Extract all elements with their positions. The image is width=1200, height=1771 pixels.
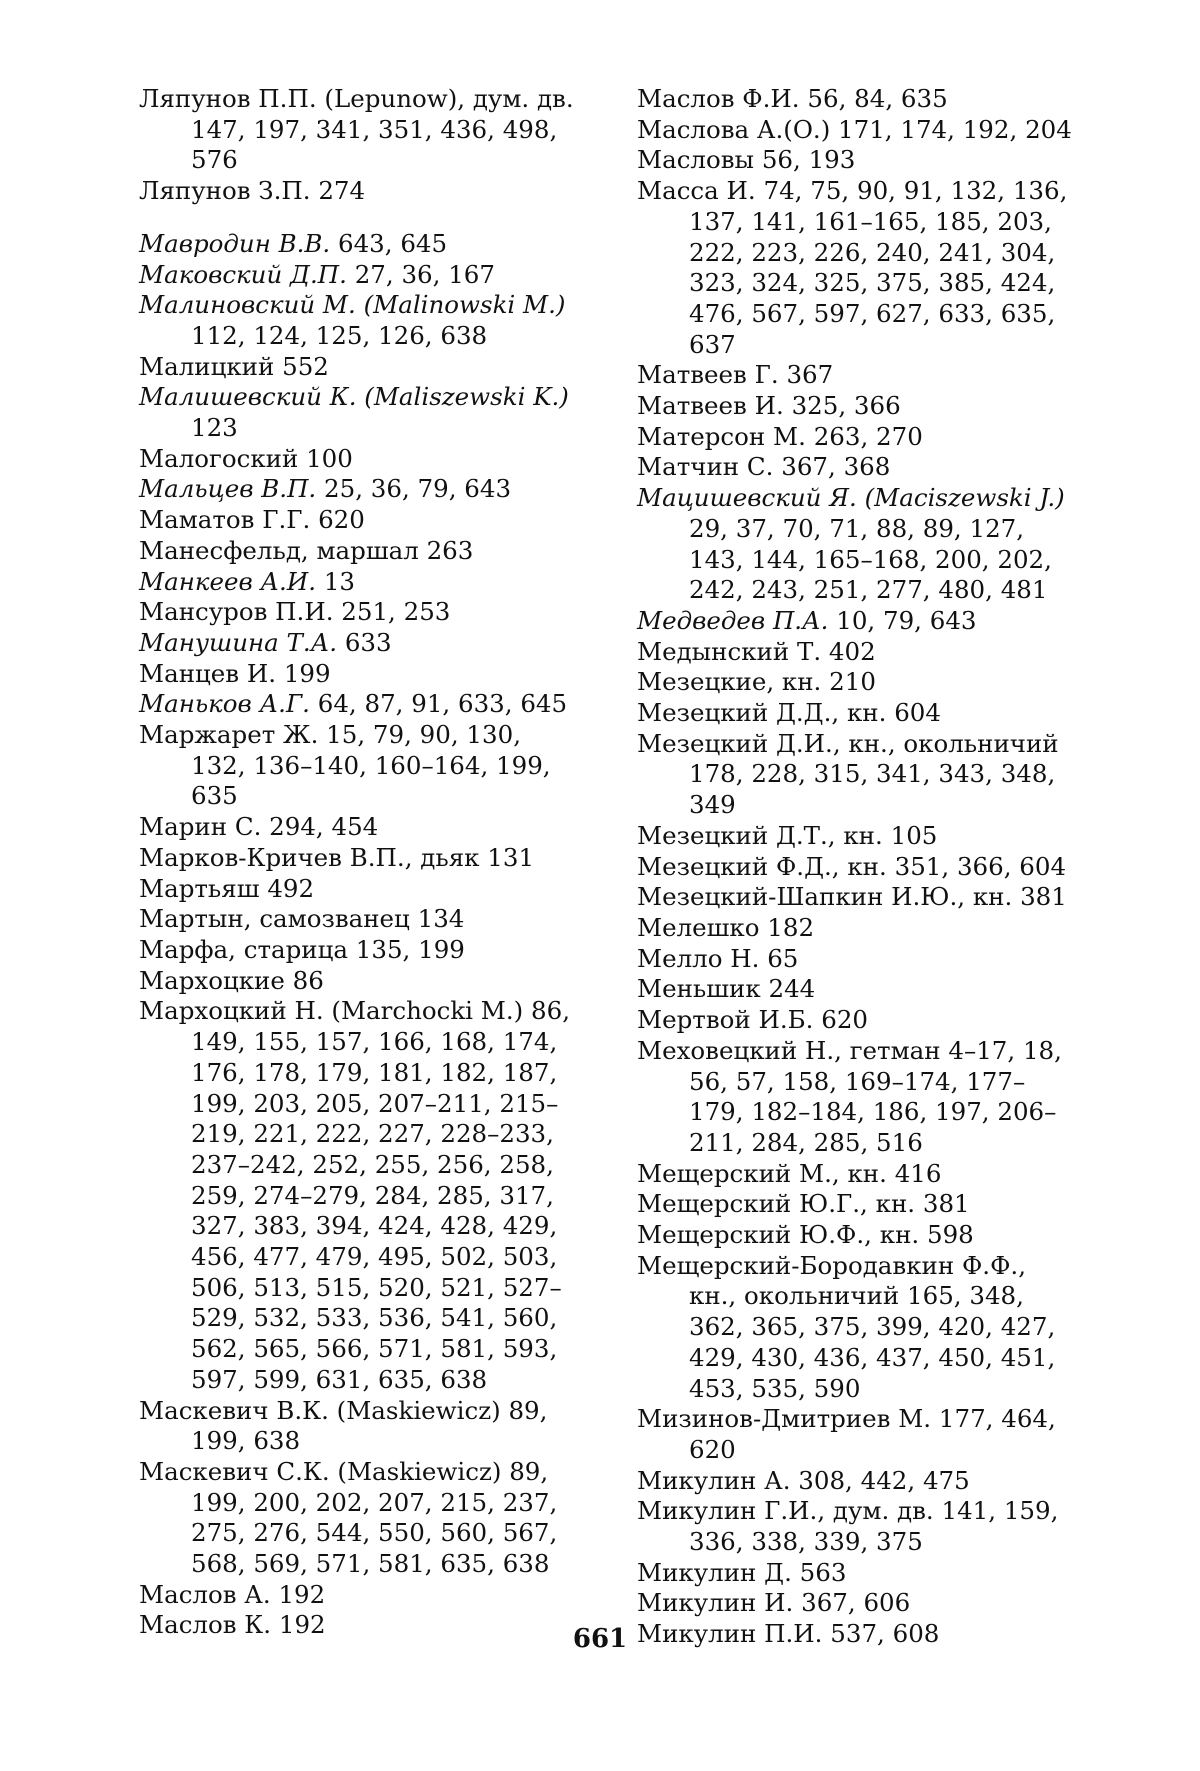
index-entry <box>637 852 1077 883</box>
entry-name: Мелло Н. <box>637 943 760 973</box>
index-entry <box>139 444 577 475</box>
entry-name: Мартын, самозванец <box>139 904 410 934</box>
entry-name: Маслов А. <box>139 1579 271 1609</box>
entry-name: Мезецкий Д.И., кн., окольничий <box>637 728 1059 758</box>
entry-name: Мертвой И.Б. <box>637 1005 814 1035</box>
index-entry <box>637 360 1077 391</box>
index-entry <box>637 1466 1077 1497</box>
index-entry <box>637 452 1077 483</box>
index-entry <box>139 536 577 567</box>
entry-pages: 4–17, 18, 56, 57, 158, 169–174, 177–179, 182–184, 186, 197, 206–211, 284, 285, 516 <box>689 1035 1062 1157</box>
entry-name: Микулин И. <box>637 1588 794 1618</box>
entry-pages: 10, 79, 643 <box>836 605 977 635</box>
entry-pages: 177, 464, 620 <box>689 1404 1056 1464</box>
index-entry <box>139 505 577 536</box>
entry-pages: 25, 36, 79, 643 <box>324 474 512 504</box>
index-entry <box>139 1457 577 1580</box>
entry-name: Манушина Т.А. <box>139 627 338 657</box>
entry-pages: 100 <box>306 443 353 473</box>
index-column-left <box>139 84 577 1641</box>
entry-pages: 56, 193 <box>761 145 856 175</box>
entry-pages: 274 <box>318 176 366 206</box>
entry-name: Маслов К. <box>139 1610 272 1640</box>
index-entry <box>637 1159 1077 1190</box>
entry-name: Маковский Д.П. <box>139 259 347 289</box>
entry-name: Маньков А.Г. <box>139 689 310 719</box>
entry-pages: 381 <box>1020 882 1067 912</box>
entry-name: Матчин С. <box>637 452 774 482</box>
index-entry <box>139 720 577 812</box>
entry-name: Мавродин В.В. <box>139 228 331 258</box>
entry-name: Марков-Кричев В.П., дьяк <box>139 842 480 872</box>
entry-name: Малишевский К. (Maliszewski K.) <box>139 382 569 412</box>
index-entry <box>139 382 577 443</box>
index-entry <box>139 176 577 207</box>
index-entry <box>139 812 577 843</box>
entry-pages: 74, 75, 90, 91, 132, 136, 137, 141, 161–165, 185, 203, 222, 223, 226, 240, 241, 304, 323, 324, 325, 375, 385, 424, 476, 567, 597, 627, 633, 635, 637 <box>689 176 1068 359</box>
entry-pages: 105 <box>890 820 938 850</box>
entry-pages: 263, 270 <box>813 421 923 451</box>
entry-name: Мелешко <box>637 912 760 942</box>
entry-name: Матвеев Г. <box>637 360 779 390</box>
index-entry <box>637 913 1077 944</box>
entry-pages: 165, 348, 362, 365, 375, 399, 420, 427, 429, 430, 436, 437, 450, 451, 453, 535, 590 <box>689 1281 1056 1403</box>
index-entry <box>139 474 577 505</box>
index-entry <box>139 689 577 720</box>
entry-name: Медведев П.А. <box>637 605 829 635</box>
index-entry <box>637 84 1077 115</box>
index-entry <box>637 176 1077 360</box>
entry-pages: 182 <box>767 912 815 942</box>
index-entry <box>139 628 577 659</box>
entry-pages: 29, 37, 70, 71, 88, 89, 127, 143, 144, 165–168, 200, 202, 242, 243, 251, 277, 480, 481 <box>689 513 1052 605</box>
index-entry <box>139 996 577 1395</box>
entry-pages: 643, 645 <box>338 228 448 258</box>
entry-pages: 123 <box>191 413 238 443</box>
page-number: 661 <box>572 1624 628 1654</box>
index-entry <box>637 821 1077 852</box>
index-entry <box>637 637 1077 668</box>
entry-name: Маскевич В.К. (Maskiewicz) <box>139 1395 501 1425</box>
index-entry <box>637 1005 1077 1036</box>
entry-name: Матвеев И. <box>637 391 784 421</box>
entry-pages: 552 <box>282 351 329 381</box>
index-entry <box>139 84 577 176</box>
entry-pages: 13 <box>323 566 355 596</box>
index-entry <box>637 115 1077 146</box>
index-entry <box>139 843 577 874</box>
entry-name: Масса И. <box>637 176 756 206</box>
index-entry <box>637 391 1077 422</box>
entry-name: Маржарет Ж. <box>139 720 319 750</box>
entry-pages: 86 <box>292 965 324 995</box>
entry-name: Мацишевский Я. (Maciszewski J.) <box>637 483 1065 513</box>
index-entry <box>139 352 577 383</box>
entry-pages: 492 <box>267 873 315 903</box>
entry-pages: 131 <box>487 842 535 872</box>
entry-pages: 308, 442, 475 <box>798 1465 970 1495</box>
entry-pages: 64, 87, 91, 633, 645 <box>317 689 568 719</box>
entry-pages: 416 <box>894 1158 942 1188</box>
entry-pages: 15, 79, 90, 130, 132, 136–140, 160–164, 199, 635 <box>191 720 551 811</box>
index-entry <box>637 1496 1077 1557</box>
entry-name: Мезецкий Д.Т., кн. <box>637 820 883 850</box>
entry-pages: 402 <box>828 636 876 666</box>
index-entry <box>637 1558 1077 1589</box>
index-entry <box>637 667 1077 698</box>
index-entry <box>637 882 1077 913</box>
entry-name: Мезецкий-Шапкин И.Ю., кн. <box>637 882 1013 912</box>
index-entry <box>637 974 1077 1005</box>
entry-name: Манесфельд, маршал <box>139 535 419 565</box>
index-entry <box>637 422 1077 453</box>
index-entry <box>637 1189 1077 1220</box>
index-entry <box>139 290 577 351</box>
entry-name: Манцев И. <box>139 658 277 688</box>
entry-name: Мезецкие, кн. <box>637 667 822 697</box>
entry-name: Матерсон М. <box>637 421 806 451</box>
index-entry <box>637 1220 1077 1251</box>
entry-pages: 351, 366, 604 <box>894 851 1067 881</box>
index-entry <box>637 1251 1077 1405</box>
index-entry <box>139 874 577 905</box>
entry-name: Микулин П.И. <box>637 1619 823 1649</box>
index-entry <box>637 483 1077 606</box>
entry-pages: 563 <box>799 1557 847 1587</box>
entry-name: Мизинов-Дмитриев М. <box>637 1404 932 1434</box>
index-entry <box>139 966 577 997</box>
entry-pages: 171, 174, 192, 204 <box>838 114 1072 144</box>
entry-pages: 56, 84, 635 <box>807 84 948 113</box>
index-column-right <box>637 84 1077 1650</box>
entry-pages: 135, 199 <box>355 934 465 964</box>
index-entry <box>139 597 577 628</box>
index-entry <box>139 904 577 935</box>
entry-name: Мещерский Ю.Ф., кн. <box>637 1220 920 1250</box>
entry-name: Маскевич С.К. (Maskiewicz) <box>139 1456 502 1486</box>
entry-pages: 199 <box>283 658 331 688</box>
entry-name: Малицкий <box>139 351 275 381</box>
index-entry <box>637 1036 1077 1159</box>
entry-pages: 86, 149, 155, 157, 166, 168, 174, 176, 178, 179, 181, 182, 187, 199, 203, 205, 207–211, 215–219, 221, 222, 227, 228–233, 237–242, 252, 255, 256, 258, 259, 274–279, 284, 285, 317, 327, 383, 394, 424, 428, 429, 456, 477, 479, 495, 502, 503, 506, 513, 515, 520, 521, 527–529, 532, 533, 536, 541, 560, 562, 565, 566, 571, 581, 593, 597, 599, 631, 635, 638 <box>191 996 571 1394</box>
index-entry <box>637 1588 1077 1619</box>
entry-name: Мархоцкий Н. (Marchocki M.) <box>139 996 524 1026</box>
entry-pages: 367, 368 <box>781 452 891 482</box>
entry-pages: 251, 253 <box>341 597 451 627</box>
entry-pages: 620 <box>318 505 365 535</box>
entry-pages: 263 <box>426 535 474 565</box>
entry-pages: 537, 608 <box>830 1619 940 1649</box>
entry-pages: 294, 454 <box>269 812 379 842</box>
index-entry <box>139 567 577 598</box>
entry-pages: 27, 36, 167 <box>354 259 495 289</box>
entry-name: Мезецкий Ф.Д., кн. <box>637 851 887 881</box>
index-entry <box>637 1404 1077 1465</box>
entry-name: Маслова А.(О.) <box>637 114 831 144</box>
index-entry <box>139 1580 577 1611</box>
entry-pages: 210 <box>829 667 876 697</box>
entry-pages: 65 <box>767 943 799 973</box>
index-entry <box>139 260 577 291</box>
index-entry <box>637 944 1077 975</box>
entry-name: Ляпунов П.П. (Lepunow), дум. дв. <box>139 84 574 113</box>
index-entry <box>139 1396 577 1457</box>
entry-name: Малиновский М. (Malinowski M.) <box>139 290 566 320</box>
entry-name: Манкеев А.И. <box>139 566 317 596</box>
entry-pages: 367, 606 <box>801 1588 911 1618</box>
entry-name: Мальцев В.П. <box>139 474 317 504</box>
index-entry <box>637 729 1077 821</box>
entry-name: Ляпунов З.П. <box>139 176 311 206</box>
index-entry <box>637 606 1077 637</box>
index-entry <box>139 229 577 260</box>
index-entry <box>637 145 1077 176</box>
entry-name: Масловы <box>637 145 755 175</box>
entry-pages: 192 <box>278 1579 326 1609</box>
entry-name: Мартьяш <box>139 873 260 903</box>
entry-name: Марин С. <box>139 812 262 842</box>
entry-name: Маматов Г.Г. <box>139 505 311 535</box>
entry-name: Мархоцкие <box>139 965 285 995</box>
entry-pages: 620 <box>821 1005 868 1035</box>
entry-pages: 192 <box>278 1610 326 1640</box>
entry-pages: 604 <box>894 698 941 728</box>
entry-pages: 598 <box>926 1220 974 1250</box>
entry-pages: 89, 199, 638 <box>191 1395 548 1456</box>
entry-name: Мещерский М., кн. <box>637 1158 887 1188</box>
entry-name: Мещерский Ю.Г., кн. <box>637 1189 916 1219</box>
index-entry <box>139 935 577 966</box>
entry-pages: 89, 199, 200, 202, 207, 215, 237, 275, 276, 544, 550, 560, 567, 568, 569, 571, 581, 635, 638 <box>191 1456 558 1579</box>
entry-pages: 633 <box>344 627 392 657</box>
entry-pages: 112, 124, 125, 126, 638 <box>191 320 488 350</box>
entry-name: Меньшик <box>637 974 761 1004</box>
entry-pages: 147, 197, 341, 351, 436, 498, 576 <box>191 114 558 175</box>
entry-name: Мещерский-Бородавкин Ф.Ф., кн., окольничий <box>637 1250 1026 1311</box>
entry-pages: 244 <box>768 974 816 1004</box>
entry-pages: 381 <box>922 1189 970 1219</box>
entry-pages: 134 <box>417 904 465 934</box>
entry-name: Микулин Д. <box>637 1557 792 1587</box>
entry-name: Марфа, старица <box>139 934 348 964</box>
entry-pages: 178, 228, 315, 341, 343, 348, 349 <box>689 759 1056 820</box>
entry-name: Микулин А. <box>637 1465 791 1495</box>
entry-name: Мансуров П.И. <box>139 597 334 627</box>
entry-name: Меховецкий Н., гетман <box>637 1035 941 1065</box>
entry-pages: 367 <box>786 360 834 390</box>
entry-pages: 141, 159, 336, 338, 339, 375 <box>689 1496 1059 1557</box>
index-entry <box>637 698 1077 729</box>
entry-name: Медынский Т. <box>637 636 822 666</box>
index-entry <box>139 659 577 690</box>
entry-name: Микулин Г.И., дум. дв. <box>637 1496 934 1526</box>
entry-pages: 325, 366 <box>791 391 901 421</box>
entry-name: Мезецкий Д.Д., кн. <box>637 698 887 728</box>
entry-name: Маслов Ф.И. <box>637 84 800 113</box>
entry-name: Малогоский <box>139 443 299 473</box>
